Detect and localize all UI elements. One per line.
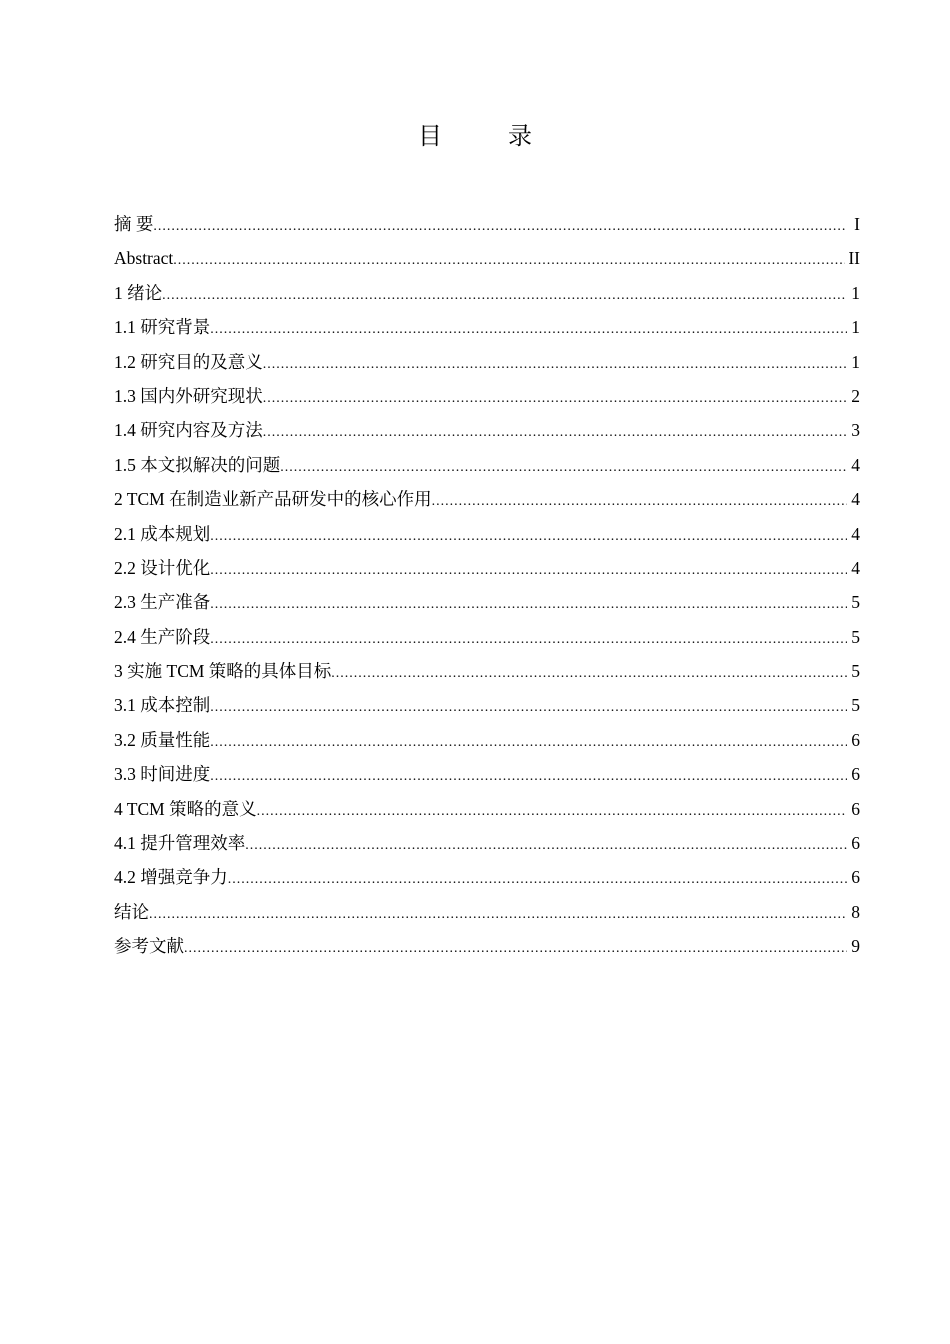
toc-dot-leader	[149, 898, 847, 929]
toc-entry-label: 3.2 质量性能	[114, 729, 211, 750]
toc-page-number: 4	[851, 489, 860, 510]
toc-entry-label: 2 TCM 在制造业新产品研发中的核心作用	[114, 489, 432, 510]
toc-entry-label: 结论	[114, 901, 149, 922]
toc-entry-label: 1.1 研究背景	[114, 317, 211, 338]
toc-entry-label: 3.3 时间进度	[114, 764, 211, 785]
toc-page-number: 5	[851, 626, 860, 647]
toc-entry-label: 参考文献	[114, 936, 184, 957]
toc-entry-label: 2.3 生产准备	[114, 592, 211, 613]
toc-entry[interactable]	[114, 723, 860, 757]
toc-dot-leader	[210, 691, 847, 722]
toc-entry[interactable]	[114, 448, 860, 482]
toc-dot-leader	[257, 795, 847, 826]
toc-dot-leader	[184, 932, 847, 963]
toc-page-number: 6	[851, 798, 860, 819]
table-of-contents	[114, 207, 860, 964]
toc-page-number: 5	[851, 695, 860, 716]
toc-entry[interactable]	[114, 688, 860, 722]
toc-page-number: I	[854, 214, 860, 234]
toc-dot-leader	[432, 485, 847, 516]
toc-entry[interactable]	[114, 207, 860, 241]
toc-dot-leader	[210, 726, 847, 757]
toc-dot-leader	[245, 829, 847, 860]
page-title: 目 录	[418, 124, 562, 150]
toc-entry-label: 3 实施 TCM 策略的具体目标	[114, 661, 332, 682]
toc-entry[interactable]	[114, 826, 860, 860]
toc-entry[interactable]	[114, 345, 860, 379]
toc-entry[interactable]	[114, 792, 860, 826]
toc-page-number: 6	[851, 833, 860, 854]
toc-entry-label: 2.2 设计优化	[114, 557, 211, 578]
toc-page-number: 4	[851, 523, 860, 544]
toc-entry[interactable]	[114, 241, 860, 275]
toc-entry[interactable]	[114, 379, 860, 413]
toc-page-number: 6	[851, 867, 860, 888]
toc-entry-label: 3.1 成本控制	[114, 695, 211, 716]
toc-page-number: 1	[851, 351, 860, 372]
toc-entry[interactable]	[114, 620, 860, 654]
toc-dot-leader	[263, 348, 847, 379]
toc-dot-leader	[210, 623, 847, 654]
toc-entry-label: 4.1 提升管理效率	[114, 833, 246, 854]
toc-entry-label: 1.2 研究目的及意义	[114, 351, 263, 372]
toc-dot-leader	[280, 451, 847, 482]
toc-page-number: 4	[851, 454, 860, 475]
toc-entry-label: 1.4 研究内容及方法	[114, 420, 263, 441]
toc-dot-leader	[153, 210, 847, 241]
toc-entry-label: 1.3 国内外研究现状	[114, 385, 263, 406]
toc-dot-leader	[210, 313, 847, 344]
toc-page-number: 6	[851, 764, 860, 785]
toc-entry-label: 摘 要	[114, 214, 154, 234]
toc-entry-label: 2.1 成本规划	[114, 523, 211, 544]
toc-dot-leader	[210, 554, 847, 585]
toc-page-number: 9	[851, 936, 860, 957]
toc-page-number: II	[848, 248, 860, 269]
toc-entry[interactable]	[114, 757, 860, 791]
toc-dot-leader	[263, 382, 847, 413]
toc-entry[interactable]	[114, 860, 860, 894]
toc-dot-leader	[210, 520, 847, 551]
toc-dot-leader	[331, 657, 847, 688]
toc-page-number: 4	[851, 557, 860, 578]
toc-entry[interactable]	[114, 517, 860, 551]
toc-page-number: 1	[851, 282, 860, 303]
toc-entry[interactable]	[114, 895, 860, 929]
toc-dot-leader	[173, 244, 845, 275]
toc-dot-leader	[210, 760, 847, 791]
toc-entry[interactable]	[114, 310, 860, 344]
toc-entry[interactable]	[114, 482, 860, 516]
toc-entry[interactable]	[114, 654, 860, 688]
toc-entry-label: 1.5 本文拟解决的问题	[114, 454, 281, 475]
toc-entry[interactable]	[114, 276, 860, 310]
toc-entry[interactable]	[114, 413, 860, 447]
toc-entry-label: 4 TCM 策略的意义	[114, 798, 257, 819]
toc-page-number: 6	[851, 729, 860, 750]
toc-entry-label: 1 绪论	[114, 282, 163, 303]
toc-entry-label: 4.2 增强竞争力	[114, 867, 228, 888]
toc-entry[interactable]	[114, 585, 860, 619]
toc-page-number: 8	[851, 901, 860, 922]
toc-page-number: 3	[851, 420, 860, 441]
toc-dot-leader	[263, 416, 847, 447]
toc-page-number: 5	[851, 661, 860, 682]
toc-entry-label: Abstract	[114, 248, 174, 269]
toc-dot-leader	[162, 279, 847, 310]
toc-page-number: 5	[851, 592, 860, 613]
toc-dot-leader	[210, 588, 847, 619]
toc-page-number: 2	[851, 385, 860, 406]
toc-page-number: 1	[851, 317, 860, 338]
toc-entry[interactable]	[114, 551, 860, 585]
toc-entry-label: 2.4 生产阶段	[114, 626, 211, 647]
toc-entry[interactable]	[114, 929, 860, 963]
toc-dot-leader	[228, 863, 847, 894]
